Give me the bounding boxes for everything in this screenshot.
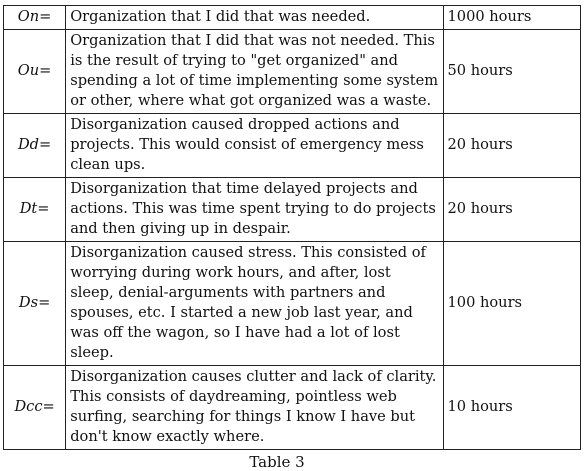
description-cell: Disorganization causes clutter and lack of clarity. This consists of daydreaming, pointless web surfing, searching for things I know I have but don't know exactly where. (66, 366, 443, 450)
table-caption: Table 3 (249, 453, 305, 471)
table-row-ds (4, 242, 581, 366)
variable-cell: Ou= (4, 30, 66, 114)
table-row-dd (4, 114, 581, 178)
variable-cell: Ds= (4, 242, 66, 366)
document-page (3, 5, 581, 471)
description-cell: Disorganization that time delayed projects and actions. This was time spent trying to do projects and then giving up in despair. (66, 178, 443, 242)
variable-cell: On= (4, 6, 66, 30)
description-cell: Disorganization caused dropped actions and projects. This would consist of emergency mess clean ups. (66, 114, 443, 178)
hours-cell: 50 hours (443, 30, 581, 114)
description-cell: Disorganization caused stress. This consisted of worrying during work hours, and after, lost sleep, denial-arguments with partners and spouses, etc. I started a new job last year, and was off the wagon, so I have had a lot of lost sleep. (66, 242, 443, 366)
description-cell: Organization that I did that was needed. (66, 6, 443, 30)
table-row-ou (4, 30, 581, 114)
table-row-on (4, 6, 581, 30)
hours-cell: 10 hours (443, 366, 581, 450)
hours-cell: 1000 hours (443, 6, 581, 30)
description-cell: Organization that I did that was not needed. This is the result of trying to "get organized" and spending a lot of time implementing some system or other, where what got organized was a waste. (66, 30, 443, 114)
table-row-dcc (4, 366, 581, 450)
time-allocation-table (3, 5, 581, 450)
variable-cell: Dt= (4, 178, 66, 242)
hours-cell: 20 hours (443, 114, 581, 178)
variable-cell: Dd= (4, 114, 66, 178)
hours-cell: 20 hours (443, 178, 581, 242)
variable-cell: Dcc= (4, 366, 66, 450)
hours-cell: 100 hours (443, 242, 581, 366)
table-row-dt (4, 178, 581, 242)
